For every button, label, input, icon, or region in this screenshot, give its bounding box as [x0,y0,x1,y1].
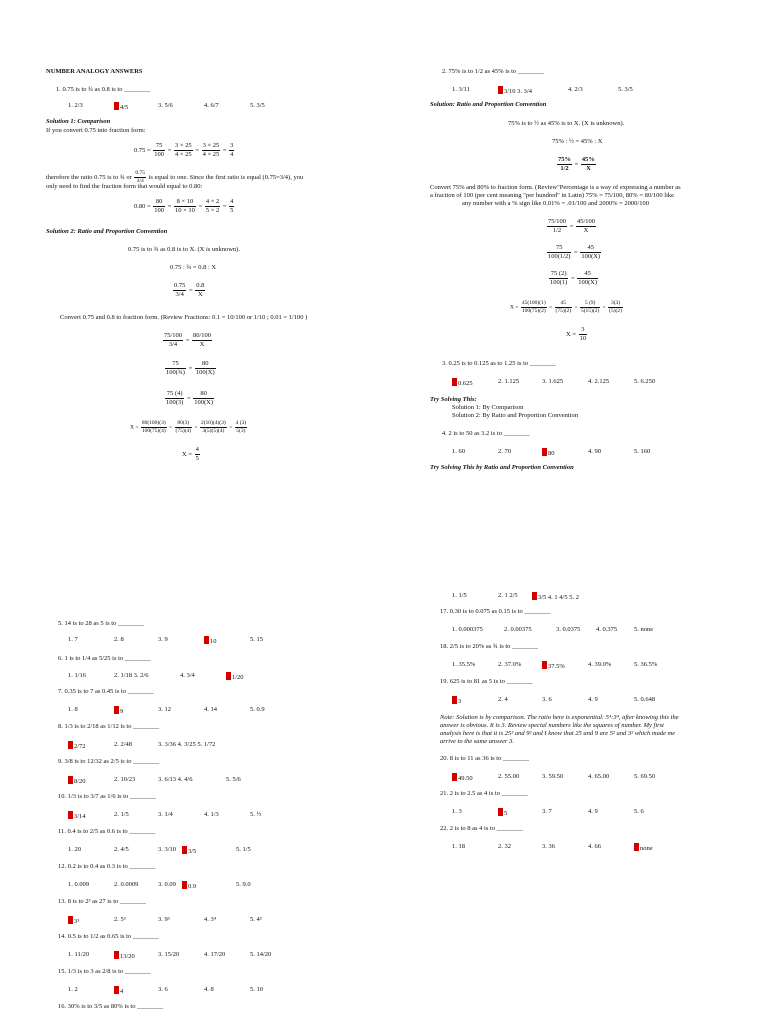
convert-line-1: Convert 75% and 80% to fraction form. (Review"Percentage is a way of expressing a number as [430,184,681,191]
option: 4. 9 [588,696,598,703]
ratio-fractions: $\frac{0.75}{3/4}$ = $\frac{0.8}{X}$ [174,282,205,299]
question-8: 8. 1/3 is to 2/18 as 1/12 is to ________ [58,723,160,730]
option: 1. 7 [68,636,78,643]
x-result: X = $\frac{3}{10}$ [566,326,587,343]
option: 3. 9 [158,636,168,643]
question-13: 13. 8 is to 2³ as 27 is to ________ [58,898,146,905]
option-correct: 10 [204,636,217,646]
question-10: 10. 1/3 is to 3/7 as 1/6 is to ________ [58,793,156,800]
option: 5. 9.0 [236,881,251,888]
therefore-line-1: therefore the ratio 0.75 is to ¾ or $\frac{0.75}{3/4}$ is equal to one. Since the first ratio is equal (0.75=3/4), you [46,170,304,184]
option: 2. 4/5 [114,846,129,853]
option: 5. 160 [634,448,651,455]
x-derivation: X = $\frac{45(100)(1)}{100(75)(2)}$ = $\frac{45}{(75)(2)}$ = $\frac{5 (9)}{5(15)(2)}$ = $\frac{3(3)}{(5)(2)}$ [510,300,622,314]
option: 5. 14/20 [250,951,272,958]
convert-line-2: a fraction of 100 (per cent meaning "per hundred" in Latin) 75% = 75/100, 80% = 80/100 like [430,192,675,199]
ratio-equation: 0.75 : ¾ = 0.8 : X [170,264,217,271]
option: 1. 2 [68,986,78,993]
option: 1. 20 [68,846,81,853]
option: 1. 3/11 [452,86,470,93]
option: 5. ½ [250,811,262,818]
option: 3. 59.50 [542,773,564,780]
option: 5. 15 [250,636,263,643]
option: 3. 9³ [158,916,170,923]
option-correct: 8/20 [68,776,86,786]
option: 5. 1/5 [236,846,251,853]
solution-2-text: 0.75 is to ¾ as 0.8 is to X. (X is unknown). [128,246,240,253]
option-correct: 5 [498,808,507,818]
option: 4. 3/4 [180,672,195,679]
equation-075: 0.75 = $\frac{75}{100}$ = $\frac{3 \times 25}{4 \times 25}$ = $\frac{3 \times 25}{4 \times 25}$ = $\frac{3}{4}$ [134,142,234,159]
option: 2. 10/23 [114,776,136,783]
question-17: 17. 0.30 is to 0.075 as 0.15 is to ________ [440,608,551,615]
therefore-line-2: only need to find the fraction form that would equal to 0.80: [46,183,203,190]
option: 5. 6 [634,808,644,815]
solution-1-text: If you convert 0.75 into fraction form: [46,127,146,134]
question-5: 5. 14 is to 28 as 5 is to ________ [58,620,144,627]
option: 3. 15/20 [158,951,180,958]
option-correct: 3 [452,696,461,706]
option: 5. 36.5% [634,661,658,668]
option-correct: 3/5 [182,846,196,856]
question-14: 14. 0.5 is to 1/2 as 0.65 is to ________ [58,933,159,940]
option: 3. 7 [542,808,552,815]
option: 2. 1 2/5 [498,592,518,599]
option: 4. 2.125 [588,378,610,385]
x-derivation: X = $\frac{80(100)(3)}{100(75)(4)}$ = $\frac{80(3)}{(75)(4)}$ = $\frac{2(10)(4)(3)}{3(5)(5)(4)}$ = $\frac{4 (3)}{5(3)}$ [130,420,247,434]
solution-1-heading: Solution 1: Comparison [46,118,111,125]
option: 1. 0.000375 [452,626,483,633]
option: 1. 1/5 [452,592,467,599]
option: 2. 1/5 [114,811,129,818]
question-15: 15. 1/3 is to 3 as 2/8 is to ________ [58,968,151,975]
option: 4. 66 [588,843,601,850]
option: 1. 11/20 [68,951,90,958]
option: 5. none [634,626,654,633]
option: 2. 70 [498,448,511,455]
option: 5. 69.50 [634,773,656,780]
option: 3. 0.09 [158,881,176,888]
solution-text: 75% is to ½ as 45% is to X. (X is unknown). [508,120,625,127]
option: 4. 8 [204,986,214,993]
option: 4. 17/20 [204,951,226,958]
option: 5. 0.648 [634,696,656,703]
question-20: 20. 8 is to 11 as 36 is to ________ [440,755,529,762]
option-correct: 37.5% [542,661,565,671]
option-correct: 13/20 [114,951,135,961]
option: 2. 0.0009 [114,881,139,888]
option: 3. 5/6 [158,102,173,109]
option: 4. 14 [204,706,217,713]
convert-line: Convert 0.75 and 0.8 to fraction form. (Review Fractions: 0.1 = 10/100 or 1/10 ; 0.01 = 1/100 ) [60,314,308,321]
question-16: 16. 30% is to 3/5 as 80% is to ________ [58,1003,164,1010]
option-correct: none [634,843,653,853]
option: 4. 0.375 [596,626,618,633]
option: 2. 4 [498,696,508,703]
option: 3. 6 [158,986,168,993]
option: 1. 60 [452,448,465,455]
option-correct: 3/14 [68,811,86,821]
option: 4. 90 [588,448,601,455]
option: 2. 55.00 [498,773,520,780]
option: 2. 32 [498,843,511,850]
note-line-3: analysis here is that it is 25² and 9² and I know that 25 and 9 are 5² and 3² which made me [440,730,676,737]
option-correct: 3/5 4. 1 4/5 5. 2 [532,592,579,602]
option: 3. 36 [542,843,555,850]
page-bottom-right [384,512,768,1024]
question-21: 21. 2 is to 2.5 as 4 is to ________ [440,790,528,797]
equation-080: 0.80 = $\frac{80}{100}$ = $\frac{8 \times 10}{10 \times 10}$ = $\frac{4 \times 2}{5 \times 2}$ = $\frac{4}{5}$ [134,198,234,215]
solution-2-heading: Solution 2: Ratio and Proportion Convention [46,228,168,235]
option: 2. 37.0% [498,661,522,668]
document-title: NUMBER ANALOGY ANSWERS [46,68,143,75]
option: 3. 0.0375 [556,626,581,633]
option-correct: 3³ [68,916,79,926]
option: 1. 18 [452,843,465,850]
question-9: 9. 3/8 is to 12/32 as 2/5 is to ________ [58,758,160,765]
option: 4. 3⁴ [204,916,217,923]
option-correct: 80 [542,448,555,458]
option-correct: 4 [114,986,123,996]
option: 3. 1/4 [158,811,173,818]
option-correct: 3/10 3. 3/4 [498,86,532,96]
question-3: 3. 0.25 is to 0.125 as to 1.25 is to ________ [442,360,556,367]
question-19: 19. 625 is to 81 as 5 is to ________ [440,678,533,685]
option: 2. 8 [114,636,124,643]
note-line-2: answer is obvious. It is 3. Review special numbers like the squares of number. My first [440,722,664,729]
option: 3. 3/36 4. 3/25 5. 1/72 [158,741,216,748]
option-correct: 49.50 [452,773,473,783]
fraction-step-3: $\frac{75 (2)}{100(1)}$ = $\frac{45}{100(X)}$ [550,270,598,287]
option: 1. 8 [68,706,78,713]
option: 5. 0.9 [250,706,265,713]
option: 5. 3/5 [618,86,633,93]
option-correct: 1/20 [226,672,244,682]
option-correct: 2/72 [68,741,86,751]
option: 1. 1/16 [68,672,87,679]
try-heading: Try Solving This: [430,396,477,403]
option: 1. 35.5% [452,661,476,668]
ratio-equation: 75% : ½ = 45% : X [552,138,603,145]
option: 4. 9 [588,808,598,815]
option: 4. 65.00 [588,773,610,780]
option: 2. 0.00375 [504,626,532,633]
option: 5. 10 [250,986,263,993]
page-bottom-left [0,512,384,1024]
option: 3. 6 [542,696,552,703]
option: 4. 2/3 [568,86,583,93]
question-22: 22. 2 is to 8 as 4 is to ________ [440,825,523,832]
x-result: X = $\frac{4}{5}$ [182,446,199,463]
option: 3. 12 [158,706,171,713]
convert-fractions-2: $\frac{75}{\text{100(¾)}}$ = $\frac{80}{100(X)}$ [166,360,215,377]
try-solution-2: Solution 2: By Ratio and Proportion Convention [452,412,579,419]
option: 5. 5/6 [226,776,241,783]
option: 3. 3/10 [158,846,177,853]
option: 5. 6.250 [634,378,656,385]
fraction-step-1: $\frac{75/100}{1/2}$ = $\frac{45/100}{X}$ [548,218,596,235]
try-solution-1: Solution 1: By Comparison [452,404,524,411]
question-11: 11. 0.4 is to 2/5 as 0.6 is to ________ [58,828,156,835]
option: 1. 0.009 [68,881,90,888]
option: 3. 6/13 4. 4/6 [158,776,193,783]
question-18: 18. 2/5 is to 20% as ¾ is to ________ [440,643,539,650]
page-top-left [0,0,384,512]
try-heading-2: Try Solving This by Ratio and Proportion Convention [430,464,574,471]
fraction-step-2: $\frac{75}{100(1/2)}$ = $\frac{45}{100(X)}$ [548,244,601,261]
question-7: 7. 0.35 is to 7 as 0.45 is to ________ [58,688,154,695]
question-4: 4. 2 is to 50 as 3.2 is to ________ [442,430,530,437]
option: 1. 3 [452,808,462,815]
option: 2. 1.125 [498,378,520,385]
note-line-4: arrive to the same answer 3. [440,738,515,745]
option: 5. 3/5 [250,102,265,109]
question-1: 1. 0.75 is to ¾ as 0.8 is to ________ [56,86,151,93]
page-top-right [384,0,768,512]
ratio-fractions: $\frac{75\%}{1/2}$ = $\frac{45\%}{X}$ [558,156,595,173]
convert-line-3: any number with a % sign like 0.01% = .01/100 and 2000% = 2000/100 [462,200,649,207]
option: 4. 1/3 [204,811,219,818]
question-12: 12. 0.2 is to 0.4 as 0.3 is to ________ [58,863,156,870]
option: 3. 1.625 [542,378,564,385]
option-correct: 0.625 [452,378,473,388]
convert-fractions-3: $\frac{75 (4)}{100(3)}$ = $\frac{80}{100(X)}$ [166,390,214,407]
option: 5. 4³ [250,916,262,923]
option: 1. 2/3 [68,102,83,109]
convert-fractions-1: $\frac{75/100}{3/4}$ = $\frac{80/100}{X}$ [164,332,212,349]
option-correct: 4/5 [114,102,128,112]
option-correct: 9 [114,706,123,716]
option: 2. 1/18 3. 2/6 [114,672,149,679]
option: 4. 6/7 [204,102,219,109]
option-correct: 0.9 [182,881,196,891]
note-line-1: Note: Solution is by comparison. The ratio here is exponential: 5⁴:3⁴, after knowing this the [440,714,679,721]
option: 4. 39.0% [588,661,612,668]
question-2: 2. 75% is to 1/2 as 45% is to ________ [442,68,544,75]
question-6: 6. 1 is to 1/4 as 5/25 is to ________ [58,655,151,662]
option: 2. 2/48 [114,741,133,748]
option: 2. 5³ [114,916,126,923]
solution-heading: Solution: Ratio and Proportion Convention [430,101,547,108]
